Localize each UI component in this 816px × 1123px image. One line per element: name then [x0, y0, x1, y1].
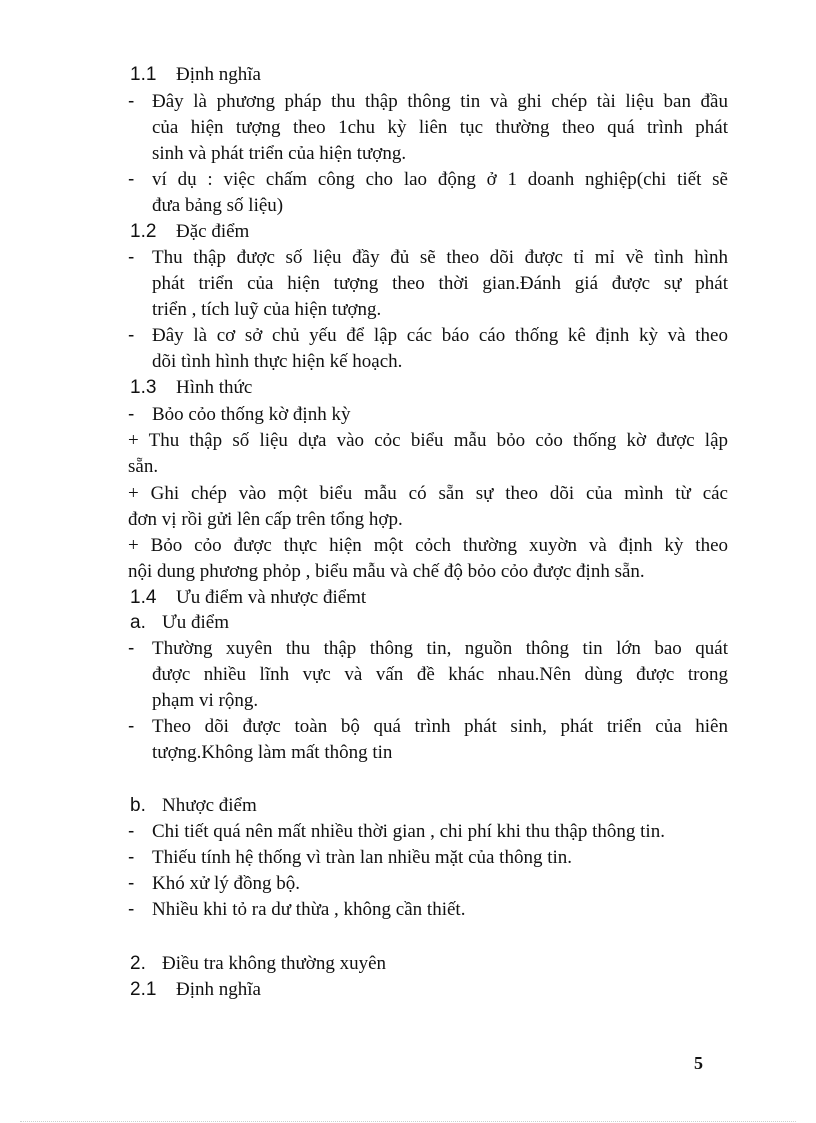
text-line: đơn vị rồi gửi lên cấp trên tổng hợp.	[128, 509, 403, 530]
section-heading-2-1	[130, 977, 261, 1003]
text-line: Đây là cơ sở chủ yếu để lập các báo cáo thống kê định kỳ và theo	[152, 325, 728, 346]
text-line: + Bỏo cỏo được thực hiện một cỏch thường xuyờn và định kỳ theo	[128, 535, 728, 556]
subsection-title: Nhược điểm	[162, 795, 257, 816]
text-line: + Ghi chép vào một biểu mẫu có sẵn sự theo dõi của mình từ các	[128, 483, 728, 504]
section-number: 1.2	[130, 221, 157, 242]
section-heading-1-2	[130, 219, 249, 245]
section-heading-1-4	[130, 585, 366, 611]
text-line: Theo dõi được toàn bộ quá trình phát sinh, phát triển của hiên	[152, 716, 728, 737]
bullet-dash: -	[128, 821, 135, 842]
section-number: 2.	[130, 953, 146, 974]
text-line: Thường xuyên thu thập thông tin, nguồn thông tin lớn bao quát	[152, 638, 728, 659]
section-heading-1-1	[130, 62, 261, 88]
text-line: đưa bảng số liệu)	[152, 195, 284, 216]
bullet-dash: -	[128, 873, 135, 894]
text-line: phát triển của hiện tượng theo thời gian.Đánh giá được sự phát	[152, 273, 728, 294]
subsection-letter: b.	[130, 795, 146, 816]
bullet-dash: -	[128, 169, 135, 190]
text-line: nội dung phương phỏp , biểu mẫu và chế độ bỏo cỏo được định sẵn.	[128, 561, 645, 582]
page-number: 5	[694, 1053, 703, 1073]
bullet-dash: -	[128, 847, 135, 868]
text-line: Bỏo cỏo thống kờ định kỳ	[152, 404, 351, 425]
text-line: sẵn.	[128, 456, 159, 477]
subsection-title: Ưu điểm	[162, 612, 229, 633]
text-line: Nhiều khi tỏ ra dư thừa , không cần thiết.	[152, 899, 466, 920]
text-line: + Thu thập số liệu dựa vào cỏc biểu mẫu bỏo cỏo thống kờ được lập	[128, 430, 728, 451]
subsection-heading-a	[130, 610, 229, 636]
footer-dotted-rule	[20, 1121, 796, 1122]
section-title: Định nghĩa	[176, 979, 261, 1000]
section-number: 2.1	[130, 979, 157, 1000]
subsection-heading-b	[130, 793, 257, 819]
section-title: Điều tra không thường xuyên	[162, 953, 387, 974]
bullet-dash: -	[128, 91, 135, 112]
text-line: Thu thập được số liệu đầy đủ sẽ theo dõi được tỉ mỉ về tình hình	[152, 247, 728, 268]
section-title: Hình thức	[176, 377, 253, 398]
section-number: 1.4	[130, 587, 157, 608]
section-title: Định nghĩa	[176, 64, 261, 85]
section-heading-1-3	[130, 375, 252, 401]
text-line: ví dụ : việc chấm công cho lao động ở 1 doanh nghiệp(chi tiết sẽ	[152, 169, 728, 190]
text-line: Chi tiết quá nên mất nhiều thời gian , chi phí khi thu thập thông tin.	[152, 821, 665, 842]
text-line: của hiện tượng theo 1chu kỳ liên tục thường theo quá trình phát	[152, 117, 728, 138]
section-number: 1.3	[130, 377, 157, 398]
bullet-dash: -	[128, 404, 135, 425]
section-heading-2	[130, 951, 386, 977]
text-line: Đây là phương pháp thu thập thông tin và ghi chép tài liệu ban đầu	[152, 91, 728, 112]
text-line: Thiếu tính hệ thống vì tràn lan nhiều mặt của thông tin.	[152, 847, 573, 868]
bullet-dash: -	[128, 716, 135, 737]
text-line: dõi tình hình thực hiện kế hoạch.	[152, 351, 403, 372]
bullet-dash: -	[128, 899, 135, 920]
section-title: Ưu điểm và nhược điểmt	[176, 587, 367, 608]
bullet-dash: -	[128, 247, 135, 268]
section-number: 1.1	[130, 64, 157, 85]
bullet-dash: -	[128, 638, 135, 659]
subsection-letter: a.	[130, 612, 146, 633]
text-line: Khó xử lý đồng bộ.	[152, 873, 301, 894]
text-line: tượng.Không làm mất thông tin	[152, 742, 393, 763]
bullet-dash: -	[128, 325, 135, 346]
text-line: sinh và phát triển của hiện tượng.	[152, 143, 407, 164]
text-line: được nhiều lĩnh vực và vấn đề khác nhau.Nên dùng được trong	[152, 664, 728, 685]
text-line: triển , tích luỹ của hiện tượng.	[152, 299, 382, 320]
text-line: phạm vi rộng.	[152, 690, 259, 711]
section-title: Đặc điểm	[176, 221, 250, 242]
